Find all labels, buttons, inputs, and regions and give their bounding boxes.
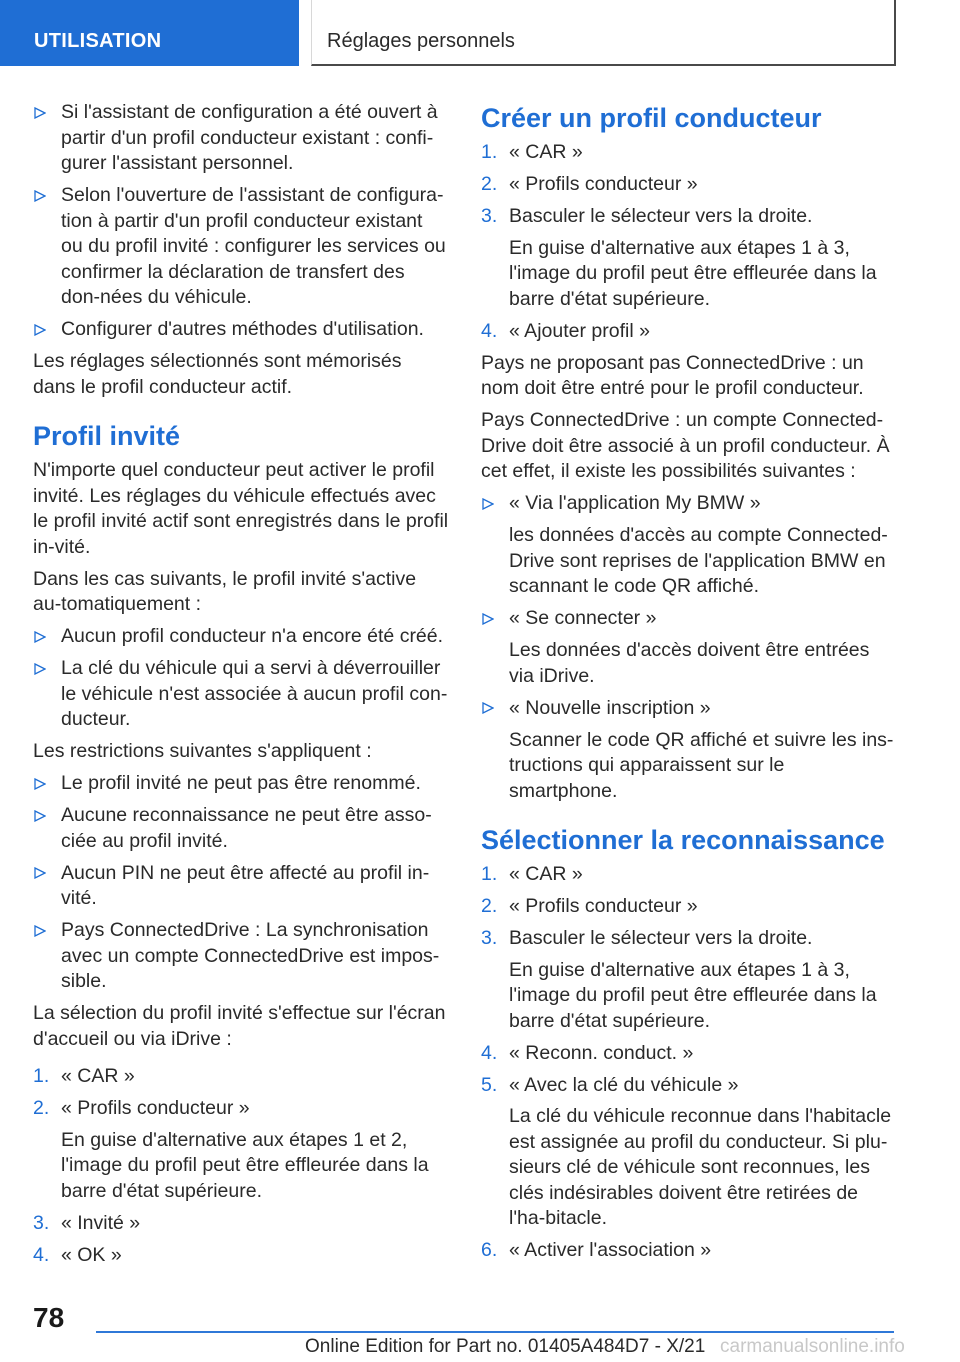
step-number: 3. [481, 205, 498, 227]
paragraph: Les réglages sélectionnés sont mémorisés dans le profil conducteur actif. [33, 350, 402, 398]
bullet-text: Selon l'ouverture de l'assistant de configura-tion à partir d'un profil conducteur existant ou du profil invité : configurer les services ou confirmer la déclaration de transfert des don-nées du véhicule. [61, 184, 446, 308]
step-number: 3. [33, 1211, 50, 1234]
bullet-text: Si l'assistant de configuration a été ouvert à partir d'un profil conducteur existant : confi-gurer l'assistant personnel. [61, 101, 438, 174]
numbered-step [481, 140, 897, 166]
triangle-bullet-icon [34, 100, 50, 125]
step-text: « OK » [61, 1243, 122, 1266]
bullet-item [33, 656, 449, 733]
numbered-step [33, 1243, 449, 1269]
numbered-step [481, 204, 897, 230]
paragraph: La sélection du profil invité s'effectue sur l'écran d'accueil ou via iDrive : [33, 1002, 446, 1050]
step-text: « Invité » [61, 1211, 141, 1234]
paragraph: Dans les cas suivants, le profil invité s'active au-tomatiquement : [33, 567, 417, 615]
triangle-bullet-icon [482, 696, 498, 721]
bullet-text: Le profil invité ne peut pas être renommé. [61, 772, 421, 794]
step-number: 1. [33, 1065, 50, 1087]
edition-info: Online Edition for Part no. 01405A484D7 - X/21 [305, 1336, 706, 1357]
bullet-item [33, 803, 449, 854]
numbered-step [481, 862, 897, 888]
step-number: 4. [33, 1243, 50, 1266]
paragraph: Pays ConnectedDrive : un compte Connected-Drive doit être associé à un profil conducteur. À cet effet, il existe les possibilités suivantes : [481, 409, 890, 482]
step-text: « Profils conducteur » [509, 895, 698, 917]
bullet-text: Configurer d'autres méthodes d'utilisation. [61, 318, 424, 340]
bullet-item [33, 183, 449, 311]
paragraph: Pays ne proposant pas ConnectedDrive : un nom doit être entré pour le profil conducteur. [481, 351, 864, 399]
bullet-item [481, 491, 897, 600]
numbered-step [481, 1238, 897, 1264]
step-number: 4. [481, 1041, 498, 1064]
numbered-step [481, 894, 897, 920]
bullet-text: « Se connecter » [509, 607, 657, 629]
triangle-bullet-icon [34, 803, 50, 828]
step-text: « CAR » [61, 1065, 135, 1087]
page-header [0, 0, 960, 66]
bullet-text: « Via l'application My BMW » [509, 492, 761, 514]
bullet-item [33, 317, 449, 343]
triangle-bullet-icon [34, 656, 50, 681]
step-text: « Avec la clé du véhicule » [509, 1073, 739, 1096]
bullet-text: La clé du véhicule qui a servi à déverrouiller le véhicule n'est associée à aucun profil con-ducteur. [61, 657, 448, 730]
step-note: En guise d'alternative aux étapes 1 à 3, l'image du profil peut être effleurée dans la barre d'état supérieure. [509, 236, 877, 310]
paragraph: Les restrictions suivantes s'appliquent : [33, 740, 372, 762]
numbered-step [33, 1211, 449, 1237]
numbered-step [481, 319, 897, 345]
triangle-bullet-icon [482, 491, 498, 516]
step-number: 2. [481, 173, 498, 195]
section-tab: UTILISATION [0, 0, 299, 66]
step-text: « Reconn. conduct. » [509, 1041, 694, 1064]
paragraph: N'importe quel conducteur peut activer le profil invité. Les réglages du véhicule effectués avec le profil invité actif sont enregistrés dans le profil in-vité. [33, 459, 449, 558]
triangle-bullet-icon [34, 918, 50, 943]
bullet-text: Aucune reconnaissance ne peut être asso-ciée au profil invité. [61, 804, 432, 852]
bullet-item [481, 696, 897, 805]
step-number: 4. [481, 319, 498, 342]
step-note: En guise d'alternative aux étapes 1 et 2, l'image du profil peut être effleurée dans la barre d'état supérieure. [61, 1128, 429, 1202]
step-number: 6. [481, 1239, 498, 1261]
bullet-item [33, 624, 449, 650]
step-note: En guise d'alternative aux étapes 1 à 3, l'image du profil peut être effleurée dans la barre d'état supérieure. [509, 958, 877, 1032]
numbered-step [481, 1073, 897, 1099]
step-number: 2. [33, 1097, 50, 1119]
bullet-text: « Nouvelle inscription » [509, 696, 711, 719]
bullet-item [33, 771, 449, 797]
bullet-text: Pays ConnectedDrive : La synchronisation avec un compte ConnectedDrive est impos-sible. [61, 919, 440, 992]
right-column [481, 100, 897, 1270]
step-text: Basculer le sélecteur vers la droite. [509, 205, 813, 227]
section-heading-select-recognition: Sélectionner la reconnaissance [481, 825, 885, 855]
step-text: « Profils conducteur » [509, 173, 698, 195]
bullet-description: Les données d'accès doivent être entrées via iDrive. [509, 639, 870, 687]
triangle-bullet-icon [482, 606, 498, 631]
triangle-bullet-icon [34, 624, 50, 649]
triangle-bullet-icon [34, 183, 50, 208]
bullet-text: Aucun PIN ne peut être affecté au profil in-vité. [61, 861, 430, 909]
page-number: 78 [33, 1302, 65, 1333]
numbered-step [481, 926, 897, 952]
bullet-text: Aucun profil conducteur n'a encore été créé. [61, 625, 444, 647]
step-text: « CAR » [509, 141, 583, 163]
step-number: 1. [481, 141, 498, 163]
step-number: 3. [481, 927, 498, 949]
numbered-step [33, 1096, 449, 1122]
bullet-item [33, 918, 449, 995]
step-text: « CAR » [509, 863, 583, 885]
chapter-title: Réglages personnels [311, 0, 896, 66]
numbered-step [481, 1041, 897, 1067]
left-column [33, 100, 449, 1275]
section-heading-create-profile: Créer un profil conducteur [481, 103, 822, 133]
step-text: « Activer l'association » [509, 1239, 712, 1261]
triangle-bullet-icon [34, 771, 50, 796]
bullet-item [481, 606, 897, 689]
bullet-description: les données d'accès au compte Connected-Drive sont reprises de l'application BMW en scannant le code QR affiché. [509, 524, 888, 597]
step-number: 5. [481, 1073, 498, 1096]
bullet-item [33, 100, 449, 177]
step-text: « Profils conducteur » [61, 1097, 250, 1119]
step-text: Basculer le sélecteur vers la droite. [509, 927, 813, 949]
step-number: 1. [481, 863, 498, 885]
section-heading-guest-profile: Profil invité [33, 421, 181, 451]
step-number: 2. [481, 895, 498, 917]
bullet-description: Scanner le code QR affiché et suivre les ins-tructions qui apparaissent sur le smartphone. [509, 728, 894, 802]
footer-divider [96, 1331, 894, 1333]
step-note: La clé du véhicule reconnue dans l'habitacle est assignée au profil du conducteur. Si plu-sieurs clé de véhicule sont reconnues, les clés indésirables doivent être retirées de l'ha-bitacle. [509, 1105, 892, 1229]
numbered-step [481, 172, 897, 198]
bullet-item [33, 861, 449, 912]
triangle-bullet-icon [34, 317, 50, 342]
triangle-bullet-icon [34, 861, 50, 886]
watermark: carmanualsonline.info [720, 1336, 905, 1357]
step-text: « Ajouter profil » [509, 319, 650, 342]
numbered-step [33, 1064, 449, 1090]
